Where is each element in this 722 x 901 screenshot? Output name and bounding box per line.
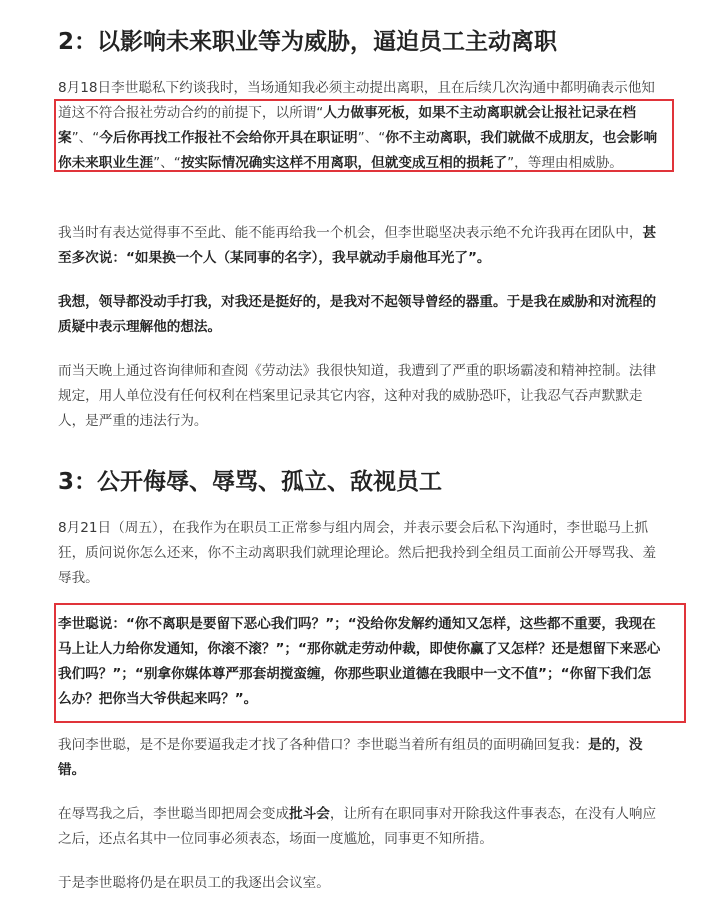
section-3-paragraph-1 [58,516,662,591]
section-2-paragraph-1 [58,76,662,176]
section-2-heading: 2：以影响未来职业等为威胁，逼迫员工主动离职 [58,29,558,55]
text-run: 在辱骂我之后，李世聪当即把周会变成 [58,806,290,822]
bold-text-run: 按实际情况确实这样不用离职，但就变成互相的损耗了 [180,155,508,171]
section-3-paragraph-4 [58,802,662,852]
text-run: 于是李世聪将仍是在职员工的我逐出会议室。 [58,875,330,891]
section-3-paragraph-2 [58,612,662,712]
text-run: 8月18日李世聪私下约谈我时，当场通知我必须主动提出离职，且在后续几次沟通中都明确表示他知道这不符合报社劳动合约的前提下，以所谓“ [58,80,655,121]
bold-text-run: 人力做事死板，如果不主动离职就会让报社记录在档案 [58,105,636,146]
section-3-heading: 3：公开侮辱、辱骂、孤立、敌视员工 [58,469,443,495]
section-2-paragraph-4 [58,359,662,434]
text-run: ”、“ [357,130,386,146]
bold-text-run: 李世聪说：“你不离职是要留下恶心我们吗？”；“没给你发解约通知又怎样，这些都不重要，我现在马上让人力给你发通知，你滚不滚？”；“那你就走劳动仲裁，即使你赢了又怎样？还是想留下来恶心我们吗？”；“别拿你媒体尊严那套胡搅蛮缠，你那些职业道德在我眼中一文不值”；“你留下我们怎么办？把你当大爷供起来吗？”。 [58,616,661,707]
bold-text-run: 你不主动离职，我们就做不成朋友，也会影响你未来职业生涯 [58,130,658,171]
bold-text-run: 今后你再找工作报社不会给你开具在职证明 [99,130,358,146]
text-run: ，让所有在职同事对开除我这件事表态，在没有人响应之后，还点名其中一位同事必须表态，场面一度尴尬，同事更不知所措。 [58,806,657,847]
text-run: ”，等理由相威胁。 [507,155,623,171]
section-3-paragraph-5 [58,871,662,896]
text-run: 我问李世聪，是不是你要逼我走才找了各种借口？李世聪当着所有组员的面明确回复我： [58,737,589,753]
text-run: ”、“ [71,130,100,146]
bold-text-run: 甚至多次说：“如果换一个人（某同事的名字），我早就动手扇他耳光了”。 [58,225,657,266]
text-run: 我当时有表达觉得事不至此、能不能再给我一个机会，但李世聪坚决表示绝不允许我再在团队中， [58,225,643,241]
section-2-paragraph-3 [58,290,662,340]
bold-text-run: 是的，没错。 [58,737,643,778]
section-3-paragraph-3 [58,733,662,783]
bold-text-run: 我想，领导都没动手打我，对我还是挺好的，是我对不起领导曾经的器重。于是我在威胁和对流程的质疑中表示理解他的想法。 [58,294,657,335]
text-run: ”、“ [153,155,181,171]
section-2-paragraph-2 [58,221,662,271]
text-run: 8月21日（周五），在我作为在职员工正常参与组内周会，并表示要会后私下沟通时，李世聪马上抓狂，质问说你怎么还来，你不主动离职我们就理论理论。然后把我拎到全组员工面前公开辱骂我、羞辱我。 [58,520,657,586]
text-run: 而当天晚上通过咨询律师和查阅《劳动法》我很快知道，我遭到了严重的职场霸凌和精神控制。法律规定，用人单位没有任何权利在档案里记录其它内容，这种对我的威胁恐吓，让我忍气吞声默默走人，是严重的违法行为。 [58,363,657,429]
bold-text-run: 批斗会 [289,806,330,822]
